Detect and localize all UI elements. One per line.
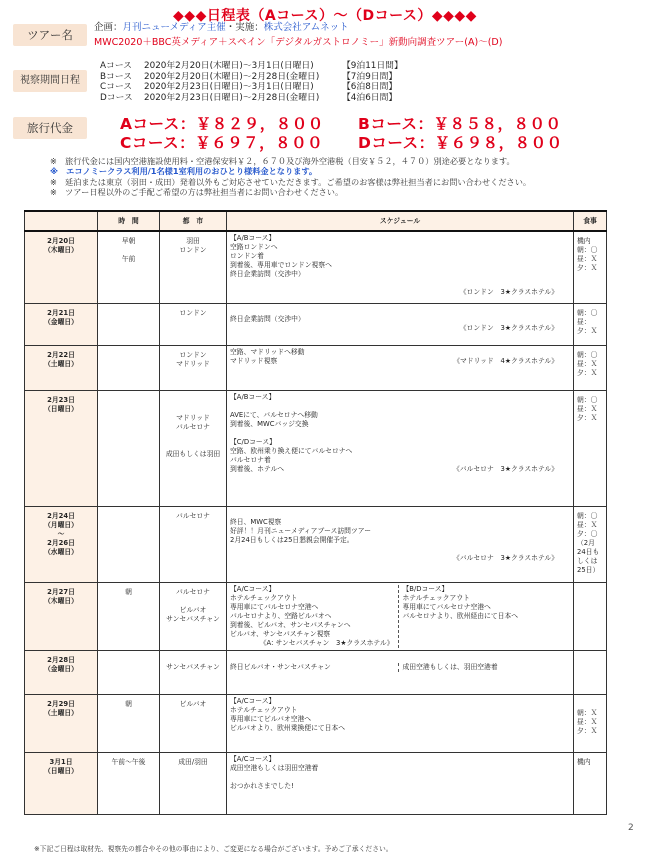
course-ac-block: [230, 585, 398, 648]
city-text: サンセバスチャン: [166, 614, 220, 623]
schedule-line: 空路ロンドンへ: [230, 243, 278, 251]
schedule-line: 終日企業訪問（交渉中）: [230, 314, 305, 323]
meal-cell: [574, 752, 607, 814]
meal-cell: [574, 303, 607, 345]
price-b: Bコース：￥８５８，８００: [358, 115, 562, 133]
meal-text: 夕：Ｘ: [577, 326, 598, 335]
city-text: バルセロナ: [176, 587, 210, 596]
meal-text: 昼：: [577, 317, 591, 326]
note-highlight: ※ エコノミークラス利用/1名様1室利用のおひとり様料金となります。: [50, 166, 318, 177]
meal-cell: [574, 582, 607, 650]
meal-text: 機内: [577, 237, 591, 245]
schedule-line: バルセロナより、欧州経由にて日本へ: [402, 611, 519, 620]
meal-text: 朝：Ｘ: [577, 708, 598, 717]
schedule-cell: [227, 390, 574, 506]
meal-text: 朝：〇: [577, 350, 598, 359]
period-label: 視察期間日程: [13, 70, 87, 92]
period-dates: 2020年2月23日(日曜日)～3月1日(日曜日): [144, 82, 314, 93]
schedule-cell: [227, 752, 574, 814]
meal-text: 昼：Ｘ: [577, 255, 598, 263]
table-row: [25, 752, 607, 814]
meal-text: 昼：Ｘ: [577, 717, 598, 726]
date: 2月28日: [47, 655, 75, 664]
meal-text: 夕：Ｘ: [577, 413, 598, 422]
weekday: （日曜日）: [44, 766, 78, 775]
city-cell: [160, 231, 227, 303]
period-row: [100, 93, 403, 104]
meal-text: 朝：〇: [577, 308, 598, 317]
hotel: 《ロンドン 3★クラスホテル》: [459, 288, 558, 296]
date-cell: [25, 345, 98, 390]
note: ※ ツアー日程以外のご手配ご希望の方は弊社担当者にお問い合わせください。: [50, 187, 344, 198]
city-text: ビルバオ: [179, 699, 207, 708]
schedule-line: バルセロナ着: [230, 455, 271, 464]
period-days: 【6泊8日間】: [342, 82, 398, 93]
city-text: 羽田: [186, 237, 200, 245]
date-cell: [25, 390, 98, 506]
date-cell: [25, 582, 98, 650]
header-date: [25, 211, 98, 231]
schedule-line: AVEにて、バルセロナへ移動: [230, 410, 318, 419]
time-text: [101, 246, 156, 255]
hotel: 《ロンドン 3★クラスホテル》: [459, 323, 558, 332]
price-a: Aコース：￥８２９，８００: [120, 115, 324, 133]
schedule-line: 終日ビルバオ・サンセバスチャン: [230, 662, 331, 671]
hotel: 《A: サンセバスチャン 3★クラスホテル》: [259, 638, 394, 647]
header-meal: 食事: [574, 211, 607, 231]
weekday: （月曜日）: [44, 520, 78, 529]
time-cell: [98, 752, 160, 814]
schedule-cell: [227, 582, 574, 650]
schedule-cell: [227, 303, 574, 345]
note: ※ 旅行代金には国内空港施設使用料・空港保安料￥２，６７０及び海外空港税（目安￥５２，４７０）別途必要となります。: [50, 156, 515, 166]
meal-text: 朝：〇: [577, 246, 598, 254]
schedule-line: 2月24日もしくは25日懇親会開催予定。: [230, 535, 354, 544]
meal-text: 朝：〇: [577, 395, 598, 404]
period-row: [100, 61, 403, 72]
schedule-line: 【A/Cコース】: [230, 584, 276, 593]
schedule-line: 専用車にてバルセロナ空港へ: [402, 602, 491, 611]
time-cell: [98, 303, 160, 345]
date: 2月24日: [47, 511, 75, 520]
notes: [50, 156, 610, 198]
header-city: 都 市: [160, 211, 227, 231]
city-cell: [160, 506, 227, 582]
schedule-line: 成田空港もしくは羽田空港着: [230, 763, 319, 772]
schedule-cell: [227, 694, 574, 752]
periods-list: [100, 61, 403, 103]
city-cell: [160, 582, 227, 650]
meal-text: （2月24日も: [577, 538, 600, 556]
date: 2月23日: [47, 395, 75, 404]
price-label: 旅行代金: [13, 117, 87, 139]
period-row: [100, 72, 403, 83]
schedule-line: 空路、欧州乗り換え便にてバルセロナへ: [230, 446, 353, 455]
schedule-table: [24, 210, 607, 815]
city-text: ロンドン: [179, 308, 207, 317]
schedule-line: バルセロナより、空路ビルバオへ: [230, 611, 332, 620]
period-days: 【7泊9日間】: [342, 71, 398, 82]
meal-text: 夕：Ｘ: [577, 726, 598, 735]
hotel: 《マドリッド 4★クラスホテル》: [453, 356, 558, 365]
city-text: サンセバスチャン: [166, 662, 220, 671]
weekday: （水曜日）: [44, 547, 78, 556]
date-cell: [25, 650, 98, 694]
schedule-line: 【A/Cコース】: [230, 754, 276, 763]
operator-prefix: ・実施：: [225, 22, 264, 33]
meal-text: 夕：Ｘ: [577, 264, 598, 272]
time-cell: [98, 390, 160, 506]
schedule-line: ホテルチェックアウト: [230, 705, 298, 714]
meal-text: 夕：Ｘ: [577, 368, 598, 377]
weekday: （金曜日）: [44, 317, 78, 326]
meal-text: 朝：〇: [577, 511, 598, 520]
schedule-line: 専用車にてバルセロナ空港へ: [230, 602, 319, 611]
meal-cell: [574, 650, 607, 694]
planner-prefix: 企画：: [94, 22, 123, 33]
schedule-cell: [227, 345, 574, 390]
time-cell: [98, 650, 160, 694]
schedule-cell: [227, 650, 574, 694]
meal-cell: [574, 694, 607, 752]
date: 2月21日: [47, 308, 75, 317]
table-row: [25, 650, 607, 694]
date-cell: [25, 231, 98, 303]
table-row: [25, 694, 607, 752]
time-cell: [98, 345, 160, 390]
meal-cell: [574, 345, 607, 390]
time-text: 早朝: [121, 237, 136, 245]
period-days: 【4泊6日間】: [342, 92, 398, 103]
hotel: 《バルセロナ 3★クラスホテル》: [452, 553, 558, 562]
meal-text: 昼：Ｘ: [577, 404, 598, 413]
period-row: [100, 82, 403, 93]
table-row: [25, 231, 607, 303]
time-cell: [98, 231, 160, 303]
schedule-line: 【A/Cコース】: [230, 696, 276, 705]
table-row: [25, 345, 607, 390]
footer-note: ※下記ご日程は取材先、視察先の都合やその他の事由により、ご変更になる場合がございます。予めご了承ください。: [34, 845, 393, 853]
time-text: 朝: [125, 587, 132, 596]
schedule-line: 専用車にてビルバオ空港へ: [230, 714, 312, 723]
header-time: 時 間: [98, 211, 160, 231]
time-text: 午前～午後: [111, 757, 146, 766]
tour-planner-line: [94, 22, 349, 34]
weekday: （土曜日）: [44, 359, 78, 368]
weekday: （木曜日）: [44, 596, 78, 605]
tour-name: MWC2020＋BBC英メディア＋スペイン「デジタルガストロノミー」新動向調査ツアー(A)～(D): [94, 37, 503, 48]
period-course: Bコース: [100, 71, 132, 82]
period-dates: 2020年2月20日(木曜日)～3月1日(日曜日): [144, 61, 314, 71]
city-cell: [160, 303, 227, 345]
weekday: （土曜日）: [44, 708, 78, 717]
city-cell: [160, 752, 227, 814]
time-text: 午前: [121, 255, 136, 263]
schedule-line: 終日、MWC視察: [230, 517, 282, 526]
meal-cell: [574, 390, 607, 506]
meal-text: 夕：〇: [577, 529, 598, 538]
time-cell: [98, 506, 160, 582]
weekday: （木曜日）: [44, 246, 78, 254]
schedule-cell: [227, 506, 574, 582]
tour-name-label: ツアー名: [13, 24, 87, 46]
city-cell: [160, 390, 227, 506]
date: 2月20日: [47, 237, 75, 245]
meal-cell: [574, 231, 607, 303]
table-row: [25, 303, 607, 345]
course-bd-block: [398, 585, 571, 648]
schedule-line: 到着後、ホテルへ: [230, 464, 285, 473]
date-cell: [25, 694, 98, 752]
page-number: 2: [628, 823, 634, 833]
date: 2月26日: [47, 538, 75, 547]
period-days: 【9泊11日間】: [342, 61, 403, 71]
city-text: ロンドン: [179, 350, 207, 359]
schedule-line: ホテルチェックアウト: [230, 593, 298, 602]
time-cell: [98, 694, 160, 752]
date: 2月22日: [47, 350, 75, 359]
date: 2月29日: [47, 699, 75, 708]
schedule-line: 到着後、ビルバオ、サンセバスチャンへ: [230, 620, 351, 629]
period-course: Cコース: [100, 82, 133, 93]
schedule-line: 終日企業訪問（交渉中）: [230, 270, 305, 278]
header-schedule: スケジュール: [227, 211, 574, 231]
period-dates: 2020年2月23日(日曜日)～2月28日(金曜日): [144, 92, 320, 103]
schedule-line: 到着後、専用車でロンドン視察へ: [230, 261, 332, 269]
hotel: 《バルセロナ 3★クラスホテル》: [452, 464, 558, 473]
time-text: 朝: [125, 699, 132, 708]
schedule-line: 空路、マドリッドへ移動: [230, 347, 305, 356]
schedule-line: 【A/Bコース】: [230, 392, 276, 401]
schedule-line: ホテルチェックアウト: [402, 593, 470, 602]
operator: 株式会社アムネット: [263, 22, 349, 33]
weekday: （日曜日）: [44, 404, 78, 413]
meal-cell: [574, 506, 607, 582]
time-cell: [98, 582, 160, 650]
date: 2月27日: [47, 587, 75, 596]
city-cell: [160, 345, 227, 390]
schedule-line: 【B/Dコース】: [402, 584, 449, 593]
city-text: ビルバオ: [179, 605, 207, 614]
schedule-line: ビルバオ、サンセバスチャン視察: [230, 629, 331, 638]
schedule-line: 到着後、MWCバッジ交換: [230, 419, 309, 428]
date-cell: [25, 303, 98, 345]
period-course: Dコース: [100, 92, 133, 103]
city-cell: [160, 694, 227, 752]
date-cell: [25, 506, 98, 582]
table-header-row: [25, 211, 607, 231]
note: ※ 延泊または東京（羽田・成田）発着以外もご対応させていただきます。ご希望のお客様は弊社担当者にお問い合わせください。: [50, 176, 532, 187]
price-d: Dコース：￥６９８，８００: [358, 134, 563, 152]
schedule-line: 好評！！月刊ニューメディアブース訪問ツアー: [230, 526, 372, 535]
schedule-line: ロンドン着: [230, 252, 264, 260]
date: 3月1日: [49, 757, 73, 766]
schedule-line: マドリッド視察: [230, 356, 278, 365]
meal-text: 昼：Ｘ: [577, 359, 598, 368]
schedule-line: 【C/Dコース】: [230, 437, 276, 446]
date-cell: [25, 752, 98, 814]
meal-text: 機内: [577, 757, 591, 766]
meal-text: 昼：Ｘ: [577, 520, 598, 529]
schedule-line: 成田空港もしくは、羽田空港着: [398, 663, 571, 672]
period-dates: 2020年2月20日(木曜日)～2月28日(金曜日): [144, 71, 320, 82]
meal-text: しくは25日）: [577, 556, 600, 574]
city-text: マドリッド: [176, 413, 210, 422]
city-text: ロンドン: [179, 246, 207, 254]
schedule-cell: [227, 231, 574, 303]
table-row: [25, 582, 607, 650]
weekday: （金曜日）: [44, 664, 78, 673]
city-text: マドリッド: [176, 359, 210, 368]
city-text: 成田/羽田: [178, 757, 208, 766]
table-row: [25, 506, 607, 582]
city-text: 成田もしくは羽田: [165, 449, 221, 458]
date-range-tilde: ～: [57, 529, 65, 538]
period-course: Aコース: [100, 61, 132, 71]
page-title: ◆◆◆日程表（Aコース）～（Dコース）◆◆◆◆: [173, 8, 477, 24]
price-c: Cコース：￥６９７，８００: [120, 134, 324, 152]
city-text: バルセロナ: [176, 422, 210, 431]
schedule-line: ビルバオより、欧州乗換便にて日本へ: [230, 723, 346, 732]
planner: 月刊ニューメディア主催: [122, 22, 226, 33]
city-text: バルセロナ: [176, 511, 210, 520]
city-cell: [160, 650, 227, 694]
schedule-line: おつかれさまでした!: [230, 781, 294, 790]
table-row: [25, 390, 607, 506]
schedule-line: 【A/Bコース】: [230, 234, 276, 242]
